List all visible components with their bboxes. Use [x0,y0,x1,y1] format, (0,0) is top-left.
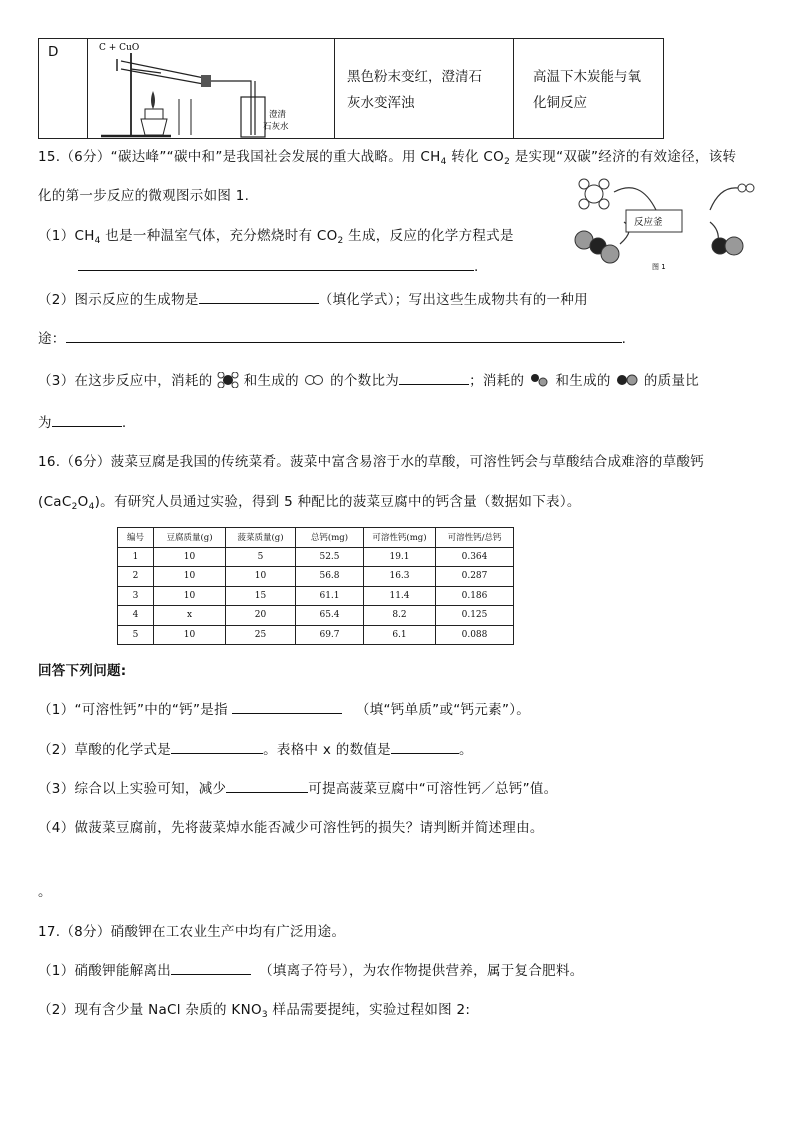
conclusion-text-1: 高温下木炭能与氧 [533,69,641,85]
q15-line2: 化的第一步反应的微观图示如图 1. [38,188,250,204]
figure-caption: 图 1 [652,263,666,270]
experiment-table-row-d [38,38,664,139]
answer-blank[interactable] [171,960,251,975]
table-header: 可溶性钙/总钙 [436,528,514,548]
reactants-label: C + CuO [99,43,140,53]
q15-sub1: $(1)CH_4$ 也是一种温室气体，充分燃烧时有 $CO_2$ 生成，反应的化学方程式是 [38,228,514,246]
calcium-data-table [117,527,514,645]
table-divider [334,39,335,138]
table-divider [513,39,514,138]
table-row: 3 10 15 61.1 11.4 0.186 [118,586,514,606]
answer-blank[interactable] [391,739,459,754]
answer-blank[interactable] [399,370,469,385]
answer-blank[interactable] [52,412,122,427]
table-row: 1 10 5 52.5 19.1 0.364 [118,547,514,567]
q16-heading: 16.（6分）菠菜豆腐是我国的传统菜肴。菠菜中富含易溶于水的草酸，可溶性钙会与草酸结合成难溶的草酸钙 [38,454,705,470]
answer-blank[interactable] [226,778,308,793]
table-header: 编号 [118,528,154,548]
methane-molecule-icon [217,372,239,388]
hydrogen-molecule-icon [303,373,325,387]
answer-blank[interactable] [199,289,319,304]
q15-sub3-cont: 为 . [38,411,126,431]
observation-text-2: 灰水变浑浊 [347,95,415,111]
conclusion-text-2: 化铜反应 [533,95,587,111]
q15-sub3: （3）在这步反应中，消耗的 和生成的 的个数比为 ；消耗的 和生成的 的质量比 [38,369,699,389]
q16-end-mark: 。 [38,884,52,900]
q15-heading: 15.（6分）“碳达峰”“碳中和”是我国社会发展的重大战略。用 $CH_4$ 转化 $CO_2$ 是实现“双碳”经济的有效途径，该转 [38,149,737,167]
limewater-label-1: 澄清 [269,110,287,120]
q16-sub3: （3）综合以上实验可知，减少 可提高菠菜豆腐中“可溶性钙／总钙”值。 [38,777,557,797]
apparatus-diagram [91,39,331,139]
table-header: 豆腐质量(g) [154,528,226,548]
table-row: 4 x 20 65.4 8.2 0.125 [118,606,514,626]
observation-text-1: 黑色粉末变红，澄清石 [347,69,482,85]
answer-blank[interactable] [78,256,474,271]
reactor-label: 反应釜 [634,217,663,228]
q16-sub4: （4）做菠菜豆腐前，先将菠菜焯水能否减少可溶性钙的损失？请判断并简述理由。 [38,820,544,836]
q16-sub1: （1）“可溶性钙”中的“钙”是指 （填“钙单质”或“钙元素”）。 [38,698,530,718]
q16-line2: $(CaC_2O_4)$。有研究人员通过实验，得到 5 种配比的菠菜豆腐中的钙含量（数据如下表）。 [38,494,581,512]
row-label: D [48,44,59,60]
q15-sub1-answer-line: . [78,256,479,275]
answer-blank[interactable] [232,699,342,714]
q15-sub2: （2）图示反应的生成物是 （填化学式）；写出这些生成物共有的一种用 [38,288,588,308]
answer-blank[interactable] [171,739,263,754]
table-divider [87,39,88,138]
q16-sub2: （2）草酸的化学式是 。表格中 x 的数值是 。 [38,738,473,758]
answer-prompt: 回答下列问题: [38,663,127,679]
q15-sub2-use: 途： . [38,327,626,347]
limewater-label-2: 石灰水 [263,122,289,132]
co-molecule-icon [615,373,639,387]
q17-sub2: （2）现有含少量 NaCl 杂质的 $KNO_3$ 样品需要提纯，实验过程如图 2: [38,1002,471,1020]
q17-sub1: （1）硝酸钾能解离出 （填离子符号），为农作物提供营养，属于复合肥料。 [38,959,584,979]
table-header-row [118,528,514,548]
table-row: 2 10 10 56.8 16.3 0.287 [118,567,514,587]
table-header: 菠菜质量(g) [226,528,296,548]
figure-1-reaction-diagram [570,174,760,270]
table-row: 5 10 25 69.7 6.1 0.088 [118,625,514,645]
table-header: 总钙(mg) [296,528,364,548]
answer-blank[interactable] [66,328,622,343]
co2-molecule-icon [529,373,551,387]
table-header: 可溶性钙(mg) [364,528,436,548]
q17-heading: 17.（8分）硝酸钾在工农业生产中均有广泛用途。 [38,924,346,940]
